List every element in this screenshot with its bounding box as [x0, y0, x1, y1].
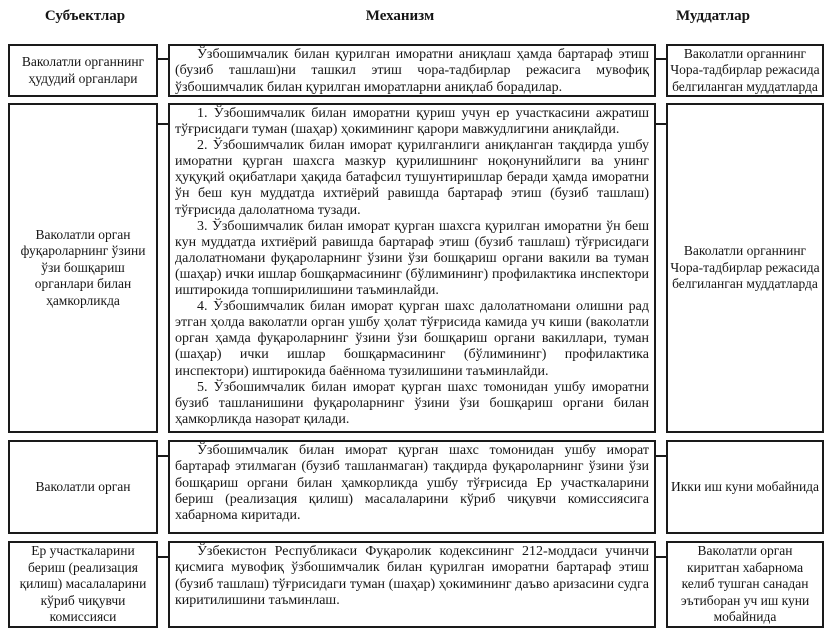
table-row: [8, 541, 824, 628]
subject-box: [8, 44, 158, 97]
mechanism-paragraph: Ўзбошимчалик билан қурилган иморатни аниқлаш ҳамда бартараф этиш (бузиб ташлаш)ни ташкил этиш чора-тадбирлар режасига мувофиқ ўзбошимчалик билан қурилган иморатларни аниқлаб борадилар.: [175, 47, 649, 95]
connector-line: [656, 123, 666, 125]
connector-line: [656, 455, 666, 457]
deadline-text: Ваколатли органнинг Чора-тадбирлар режасида белгиланган муддатларда: [670, 243, 820, 292]
subject-box: [8, 440, 158, 534]
mechanism-paragraph: 3. Ўзбошимчалик билан иморат қурган шахсга қурилган иморатни ўн беш кун муддатда ихтиёрий равишда бартараф этиш (бузиб ташлаш) тўғрисидаги далолатномани фуқароларнинг ўзини ўзи бошқариш органи вакили ва туман (шаҳар) ички ишлар бошқармасининг (бўлимининг) профилактика инспектори иштирокида топширилишини таъминлайди.: [175, 218, 649, 299]
mechanism-box: [168, 440, 656, 534]
deadline-text: Ваколатли орган киритган хабарнома келиб тушган санадан эътиборан уч иш куни мобайнида: [680, 543, 810, 625]
column-header-subjects: Субъектлар: [44, 8, 126, 24]
column-header-mechanism: Механизм: [365, 8, 435, 24]
deadline-box: [666, 44, 824, 97]
table-row: [8, 44, 824, 97]
connector-line: [158, 455, 168, 457]
mechanism-paragraph: 5. Ўзбошимчалик билан иморат қурган шахс томонидан ушбу иморатни бузиб ташланишини фуқароларнинг ўзини ўзи бошқариш органи билан ҳамкорликда назорат қилади.: [175, 379, 649, 427]
table-row: [8, 103, 824, 433]
connector-line: [656, 58, 666, 60]
mechanism-box: [168, 541, 656, 628]
mechanism-paragraph: 1. Ўзбошимчалик билан иморатни қуриш учун ер участкасини ажратиш тўғрисидаги туман (шаҳар) ҳокимининг қарори мавжудлигини аниқлайди.: [175, 106, 649, 138]
column-header-deadlines: Муддатлар: [675, 8, 751, 24]
deadline-box: [666, 440, 824, 534]
connector-line: [158, 123, 168, 125]
deadline-box: [666, 103, 824, 433]
mechanism-paragraph: 2. Ўзбошимчалик билан иморат қурилганлиги аниқланган тақдирда ушбу иморатни қурган шахсга мазкур қурилишнинг ноқонунийлиги ва унинг ҳуқуқий оқибатлари ҳақида батафсил тушунтиришлар беради ҳамда иморатни ўн беш кун муддатда ихтиёрий равишда бартараф этиш (бузиб ташлаш) тўғрисида далолатнома тузади.: [175, 138, 649, 218]
subject-text: Ваколатли органнинг ҳудудий органлари: [21, 54, 145, 86]
mechanism-paragraph: 4. Ўзбошимчалик билан иморат қурган шахс далолатномани олишни рад этган ҳолда ваколатли орган ушбу ҳолат тўғрисида камида уч киши (ваколатли орган ҳамда фуқароларнинг ўзини ўзи бошқариш органи вакиллари, туман (шаҳар) ички ишлар бошқармасининг (бўлимининг) профилактика инспектори) иштирокида баённома тузилишини таъминлайди.: [175, 299, 649, 379]
subject-text: Ер участкаларини бериш (реализация қилиш) масалаларини кўриб чиқувчи комиссияси: [19, 543, 147, 625]
table-row: [8, 440, 824, 534]
connector-line: [656, 556, 666, 558]
subject-text: Ваколатли орган: [35, 478, 131, 494]
mechanism-box: [168, 103, 656, 433]
subject-text: Ваколатли орган фуқароларнинг ўзини ўзи бошқариш органлари билан ҳамкорликда: [20, 226, 146, 308]
mechanism-paragraph: Ўзбекистон Республикаси Фуқаролик кодексининг 212-моддаси учинчи қисмига мувофиқ ўзбошимчалик билан қурилган иморатни бартараф этиш (бузиб ташлаш) тўғрисидаги туман (шаҳар) ҳокимининг даъво аризасини судга киритилишини таъминлаш.: [175, 544, 649, 608]
deadline-text: Икки иш куни мобайнида: [670, 478, 820, 494]
subject-box: [8, 541, 158, 628]
subject-box: [8, 103, 158, 433]
mechanism-paragraph: Ўзбошимчалик билан иморат қурган шахс томонидан ушбу иморат бартараф этилмаган (бузиб ташланмаган) тақдирда фуқароларнинг ўзини ўзи бошқариш органи билан ҳамкорликда ушбу тўғрисида Ер участкаларини бериш (реализация қилиш) масалаларини кўриб чиқувчи комиссиясига хабарнома киритади.: [175, 443, 649, 524]
connector-line: [158, 58, 168, 60]
connector-line: [158, 556, 168, 558]
deadline-box: [666, 541, 824, 628]
mechanism-box: [168, 44, 656, 97]
deadline-text: Ваколатли органнинг Чора-тадбирлар режасида белгиланган муддатларда: [670, 45, 820, 94]
